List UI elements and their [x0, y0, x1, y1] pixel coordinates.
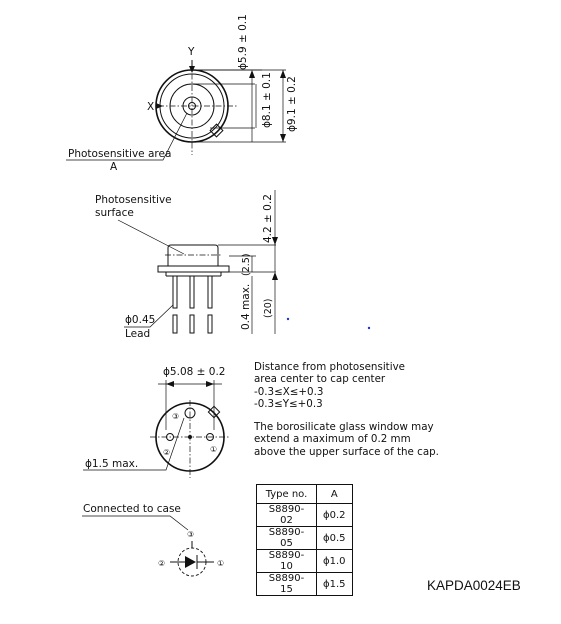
- blue-dot: [368, 327, 370, 329]
- top-view: [66, 14, 298, 173]
- dim-cap-diameter: ϕ5.9 ± 0.1: [237, 14, 249, 70]
- type-no-cell: S8890-15: [257, 573, 317, 596]
- schematic: [82, 503, 224, 576]
- pin3-label: ③: [172, 412, 180, 421]
- area-label: Photosensitive area: [68, 148, 172, 160]
- lead-right-upper: [208, 276, 212, 308]
- bottom-center: [188, 435, 192, 439]
- note-line: above the upper surface of the cap.: [254, 445, 439, 458]
- a-cell: ϕ0.5: [317, 527, 353, 550]
- dim-tab: ϕ1.5 max.: [85, 458, 139, 470]
- case-leader: [82, 516, 188, 530]
- header-type-no: Type no.: [257, 485, 317, 504]
- type-no-cell: S8890-02: [257, 504, 317, 527]
- type-no-cell: S8890-05: [257, 527, 317, 550]
- dim-flange-diameter: ϕ9.1 ± 0.2: [286, 76, 298, 132]
- dim-lead-length: (20): [263, 298, 274, 318]
- header-a: A: [317, 485, 353, 504]
- y-axis-label: Y: [188, 46, 195, 58]
- schematic-pin2: ②: [158, 559, 166, 568]
- a-cell: ϕ1.0: [317, 550, 353, 573]
- case-label: Connected to case: [83, 503, 181, 515]
- bottom-view: [83, 366, 230, 478]
- arrow-59-top: [249, 70, 255, 78]
- schematic-pin3: ③: [187, 530, 195, 539]
- note-line: The borosilicate glass window may: [254, 421, 434, 434]
- blue-dot: [287, 318, 289, 320]
- lead-middle-lower: [190, 315, 194, 333]
- surface-label-line1: Photosensitive: [95, 194, 172, 206]
- dim-pitch: ϕ5.08 ± 0.2: [163, 366, 226, 378]
- lead-right-lower: [208, 315, 212, 333]
- photodiode-triangle: [185, 556, 196, 568]
- arrow-91-bottom: [280, 134, 286, 142]
- dim-max: 0.4 max.: [240, 283, 252, 330]
- table-row: [257, 527, 353, 550]
- side-view: [95, 190, 370, 340]
- lead-label: Lead: [125, 328, 151, 340]
- cap-body: [168, 245, 218, 266]
- flange: [158, 266, 229, 272]
- arrow-pitch-left: [166, 381, 174, 387]
- dim-outer-diameter: ϕ8.1 ± 0.1: [261, 72, 273, 128]
- notes: [254, 361, 454, 458]
- pin2-label: ②: [163, 448, 171, 457]
- note-line: area center to cap center: [254, 373, 386, 386]
- arrow-height-bottom: [272, 272, 278, 280]
- dim-height: 4.2 ± 0.2: [262, 194, 274, 243]
- x-arrowhead: [156, 103, 163, 109]
- schematic-pin1: ①: [217, 559, 225, 568]
- type-table: [256, 484, 353, 596]
- note-line: -0.3≤Y≤+0.3: [254, 397, 323, 410]
- type-no-cell: S8890-10: [257, 550, 317, 573]
- note-line: -0.3≤X≤+0.3: [254, 385, 324, 398]
- lead-left-upper: [173, 276, 177, 308]
- table-row: [257, 504, 353, 527]
- table-row: [257, 550, 353, 573]
- lead-diameter: ϕ0.45: [125, 314, 156, 326]
- lead-middle-upper: [190, 276, 194, 308]
- note-line: extend a maximum of 0.2 mm: [254, 433, 411, 446]
- lead-left-lower: [173, 315, 177, 333]
- dim-step: (2.5): [241, 253, 252, 276]
- area-letter: A: [110, 161, 118, 173]
- table-row: [257, 573, 353, 596]
- a-cell: ϕ0.2: [317, 504, 353, 527]
- surface-leader: [118, 220, 184, 254]
- drawing-code: KAPDA0024EB: [427, 578, 521, 593]
- pin1-label: ①: [210, 445, 218, 454]
- surface-label-line2: surface: [95, 207, 134, 219]
- a-cell: ϕ1.5: [317, 573, 353, 596]
- table-header-row: [257, 485, 353, 504]
- arrow-pitch-right: [206, 381, 214, 387]
- x-axis-label: X: [147, 101, 155, 113]
- note-line: Distance from photosensitive: [254, 361, 406, 373]
